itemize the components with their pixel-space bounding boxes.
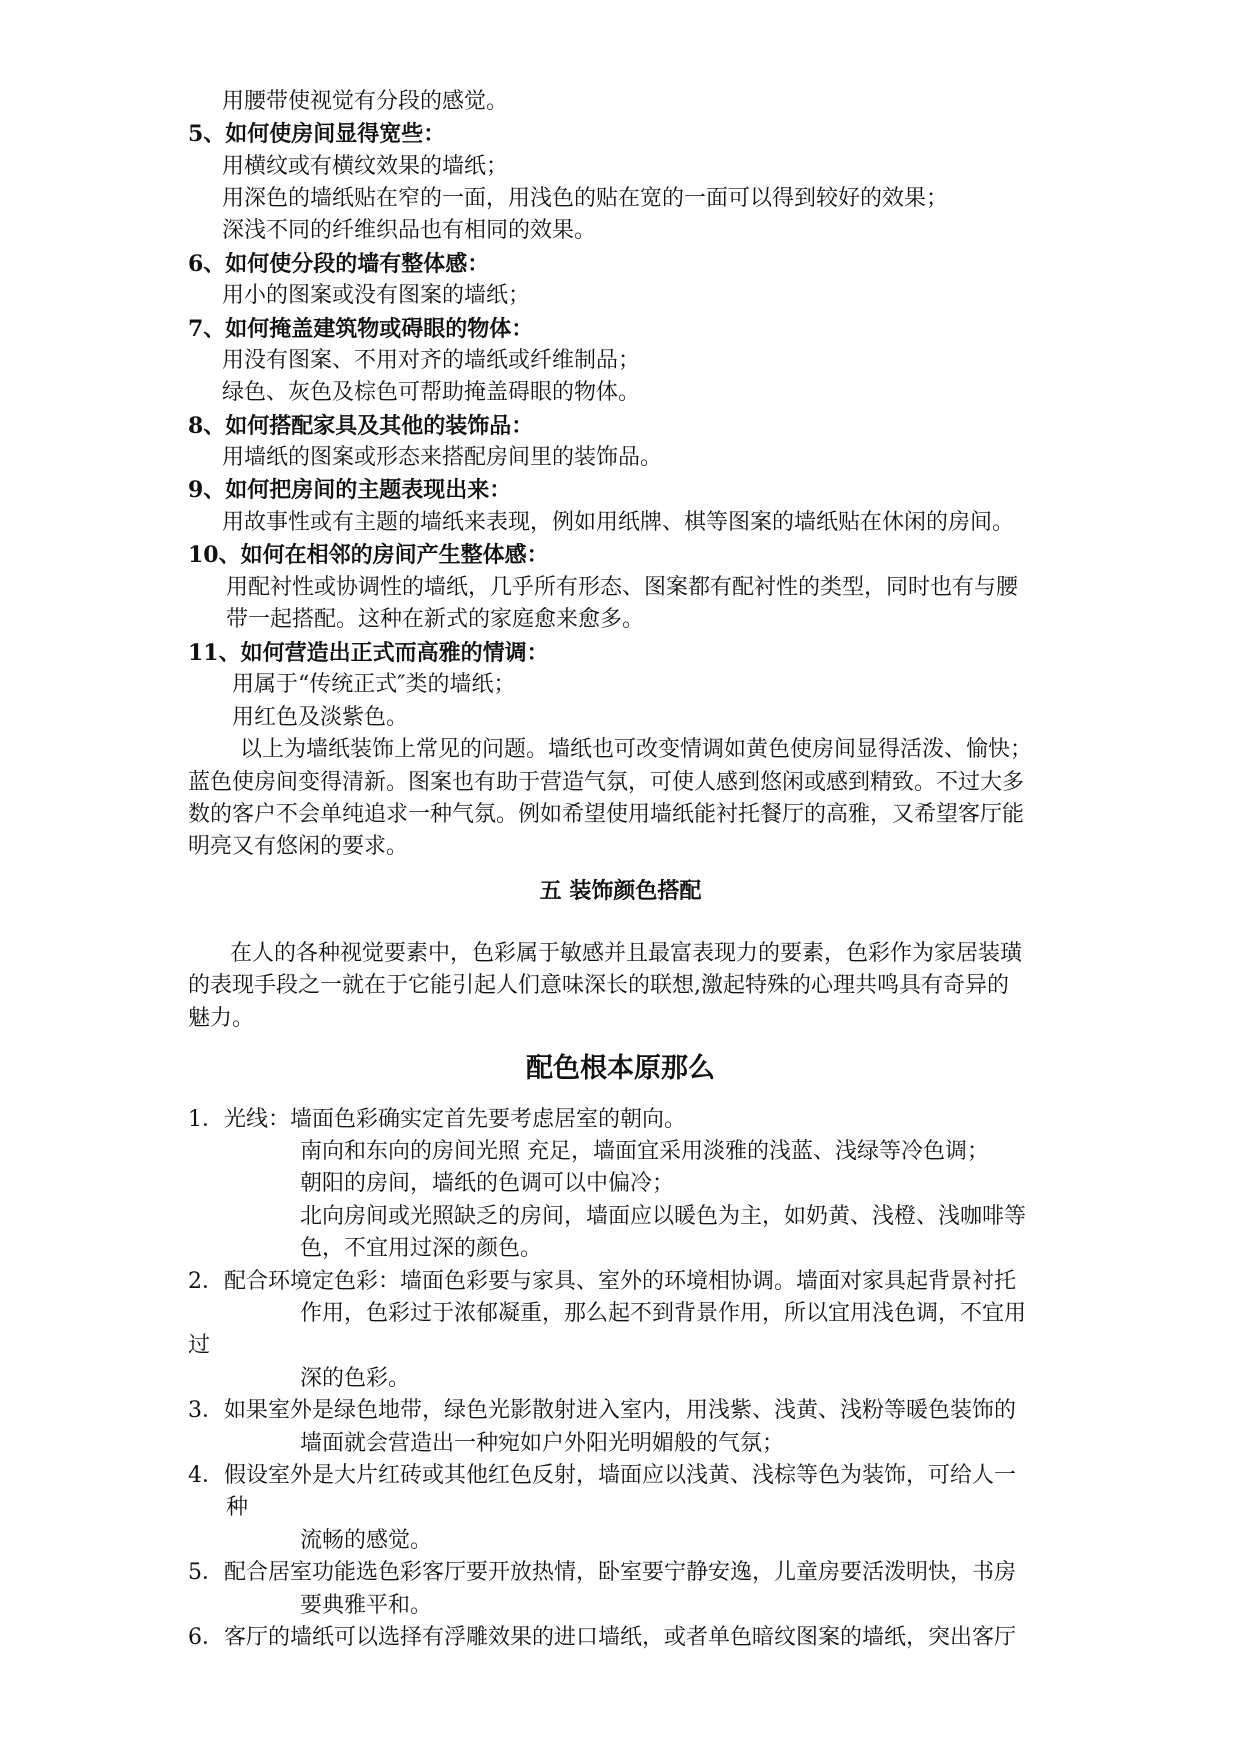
text-line: 用没有图案、不用对齐的墙纸或纤维制品； <box>222 348 641 373</box>
list-item-text: 作用，色彩过于浓郁凝重，那么起不到背景作用，所以宜用浅色调，不宜用 <box>300 1301 1027 1326</box>
text-line: 的表现手段之一就在于它能引起人们意味深长的联想,激起特殊的心理共鸣具有奇异的 <box>188 973 1009 998</box>
text-line: 魅力。 <box>188 1006 255 1031</box>
text-line: 用属于“传统正式″类的墙纸； <box>232 672 516 697</box>
text-line: 数的客户不会单纯追求一种气氛。例如希望使用墙纸能衬托餐厅的高雅，又希望客厅能 <box>188 802 1025 827</box>
text-line: 用配衬性或协调性的墙纸，几乎所有形态、图案都有配衬性的类型，同时也有与腰 <box>226 575 1019 600</box>
list-item-text: 流畅的感觉。 <box>300 1528 433 1553</box>
list-item: 3．如果室外是绿色地带，绿色光影散射进入室内，用浅紫、浅黄、浅粉等暖色装饰的 <box>188 1398 1016 1423</box>
text-line: 以上为墙纸装饰上常见的问题。墙纸也可改变情调如黄色使房间显得活泼、愉快； <box>240 737 1033 762</box>
text-line: 用腰带使视觉有分段的感觉。 <box>222 89 509 114</box>
text-line: 用横纹或有横纹效果的墙纸； <box>222 154 509 179</box>
list-item-text: 北向房间或光照缺乏的房间，墙面应以暖色为主，如奶黄、浅橙、浅咖啡等 <box>300 1204 1027 1229</box>
text-line: 用红色及淡紫色。 <box>232 705 409 730</box>
list-item: 5．配合居室功能选色彩客厅要开放热情，卧室要宁静安逸，儿童房要活泼明快，书房 <box>188 1560 1016 1585</box>
text-line: 明亮又有悠闲的要求。 <box>188 834 409 859</box>
list-item-text: 深的色彩。 <box>300 1366 411 1391</box>
section-title: 五 装饰颜色搭配 <box>539 879 702 904</box>
list-item-text: 朝阳的房间，墙纸的色调可以中偏冷； <box>300 1171 675 1196</box>
list-item-text: 色，不宜用过深的颜色。 <box>300 1236 543 1261</box>
section-heading: 11、如何营造出正式而高雅的情调： <box>188 640 549 666</box>
text-line: 用故事性或有主题的墙纸来表现，例如用纸牌、棋等图案的墙纸贴在休闲的房间。 <box>222 510 1015 535</box>
text-line: 在人的各种视觉要素中，色彩属于敏感并且最富表现力的要素，色彩作为家居装璜 <box>230 941 1023 966</box>
list-item-text: 南向和东向的房间光照 充足，墙面宜采用淡雅的浅蓝、浅绿等冷色调； <box>300 1139 989 1164</box>
section-heading: 10、如何在相邻的房间产生整体感： <box>188 542 549 568</box>
list-item: 4．假设室外是大片红砖或其他红色反射，墙面应以浅黄、浅棕等色为装饰，可给人一 <box>188 1463 1016 1488</box>
text-line: 绿色、灰色及棕色可帮助掩盖碍眼的物体。 <box>222 380 641 405</box>
list-item-text: 要典雅平和。 <box>300 1593 433 1618</box>
text-line: 蓝色使房间变得清新。图案也有助于营造气氛，可使人感到悠闲或感到精致。不过大多 <box>188 770 1025 795</box>
section-heading: 7、如何掩盖建筑物或碍眼的物体： <box>188 316 534 342</box>
text-line: 带一起搭配。这种在新式的家庭愈来愈多。 <box>226 607 645 632</box>
text-line: 深浅不同的纤维织品也有相同的效果。 <box>222 218 597 243</box>
text-line: 用深色的墙纸贴在窄的一面，用浅色的贴在宽的一面可以得到较好的效果； <box>222 186 949 211</box>
section-heading: 8、如何搭配家具及其他的装饰品： <box>188 413 534 439</box>
list-item: 6．客厅的墙纸可以选择有浮雕效果的进口墙纸，或者单色暗纹图案的墙纸，突出客厅 <box>188 1625 1016 1650</box>
main-title: 配色根本原那么 <box>526 1053 715 1084</box>
text-line: 用小的图案或没有图案的墙纸； <box>222 283 531 308</box>
section-heading: 9、如何把房间的主题表现出来： <box>188 477 512 503</box>
list-item: 1．光线：墙面色彩确实定首先要考虑居室的朝向。 <box>188 1107 686 1132</box>
list-item-text: 墙面就会营造出一种宛如户外阳光明媚般的气氛； <box>300 1431 785 1456</box>
list-item: 2．配合环境定色彩：墙面色彩要与家具、室外的环境相协调。墙面对家具起背景衬托 <box>188 1269 1016 1294</box>
text-line: 用墙纸的图案或形态来搭配房间里的装饰品。 <box>222 445 663 470</box>
section-heading: 6、如何使分段的墙有整体感： <box>188 251 490 277</box>
section-heading: 5、如何使房间显得宽些： <box>188 121 446 147</box>
list-item-text: 过 <box>188 1333 211 1358</box>
list-item-text: 种 <box>226 1495 249 1520</box>
